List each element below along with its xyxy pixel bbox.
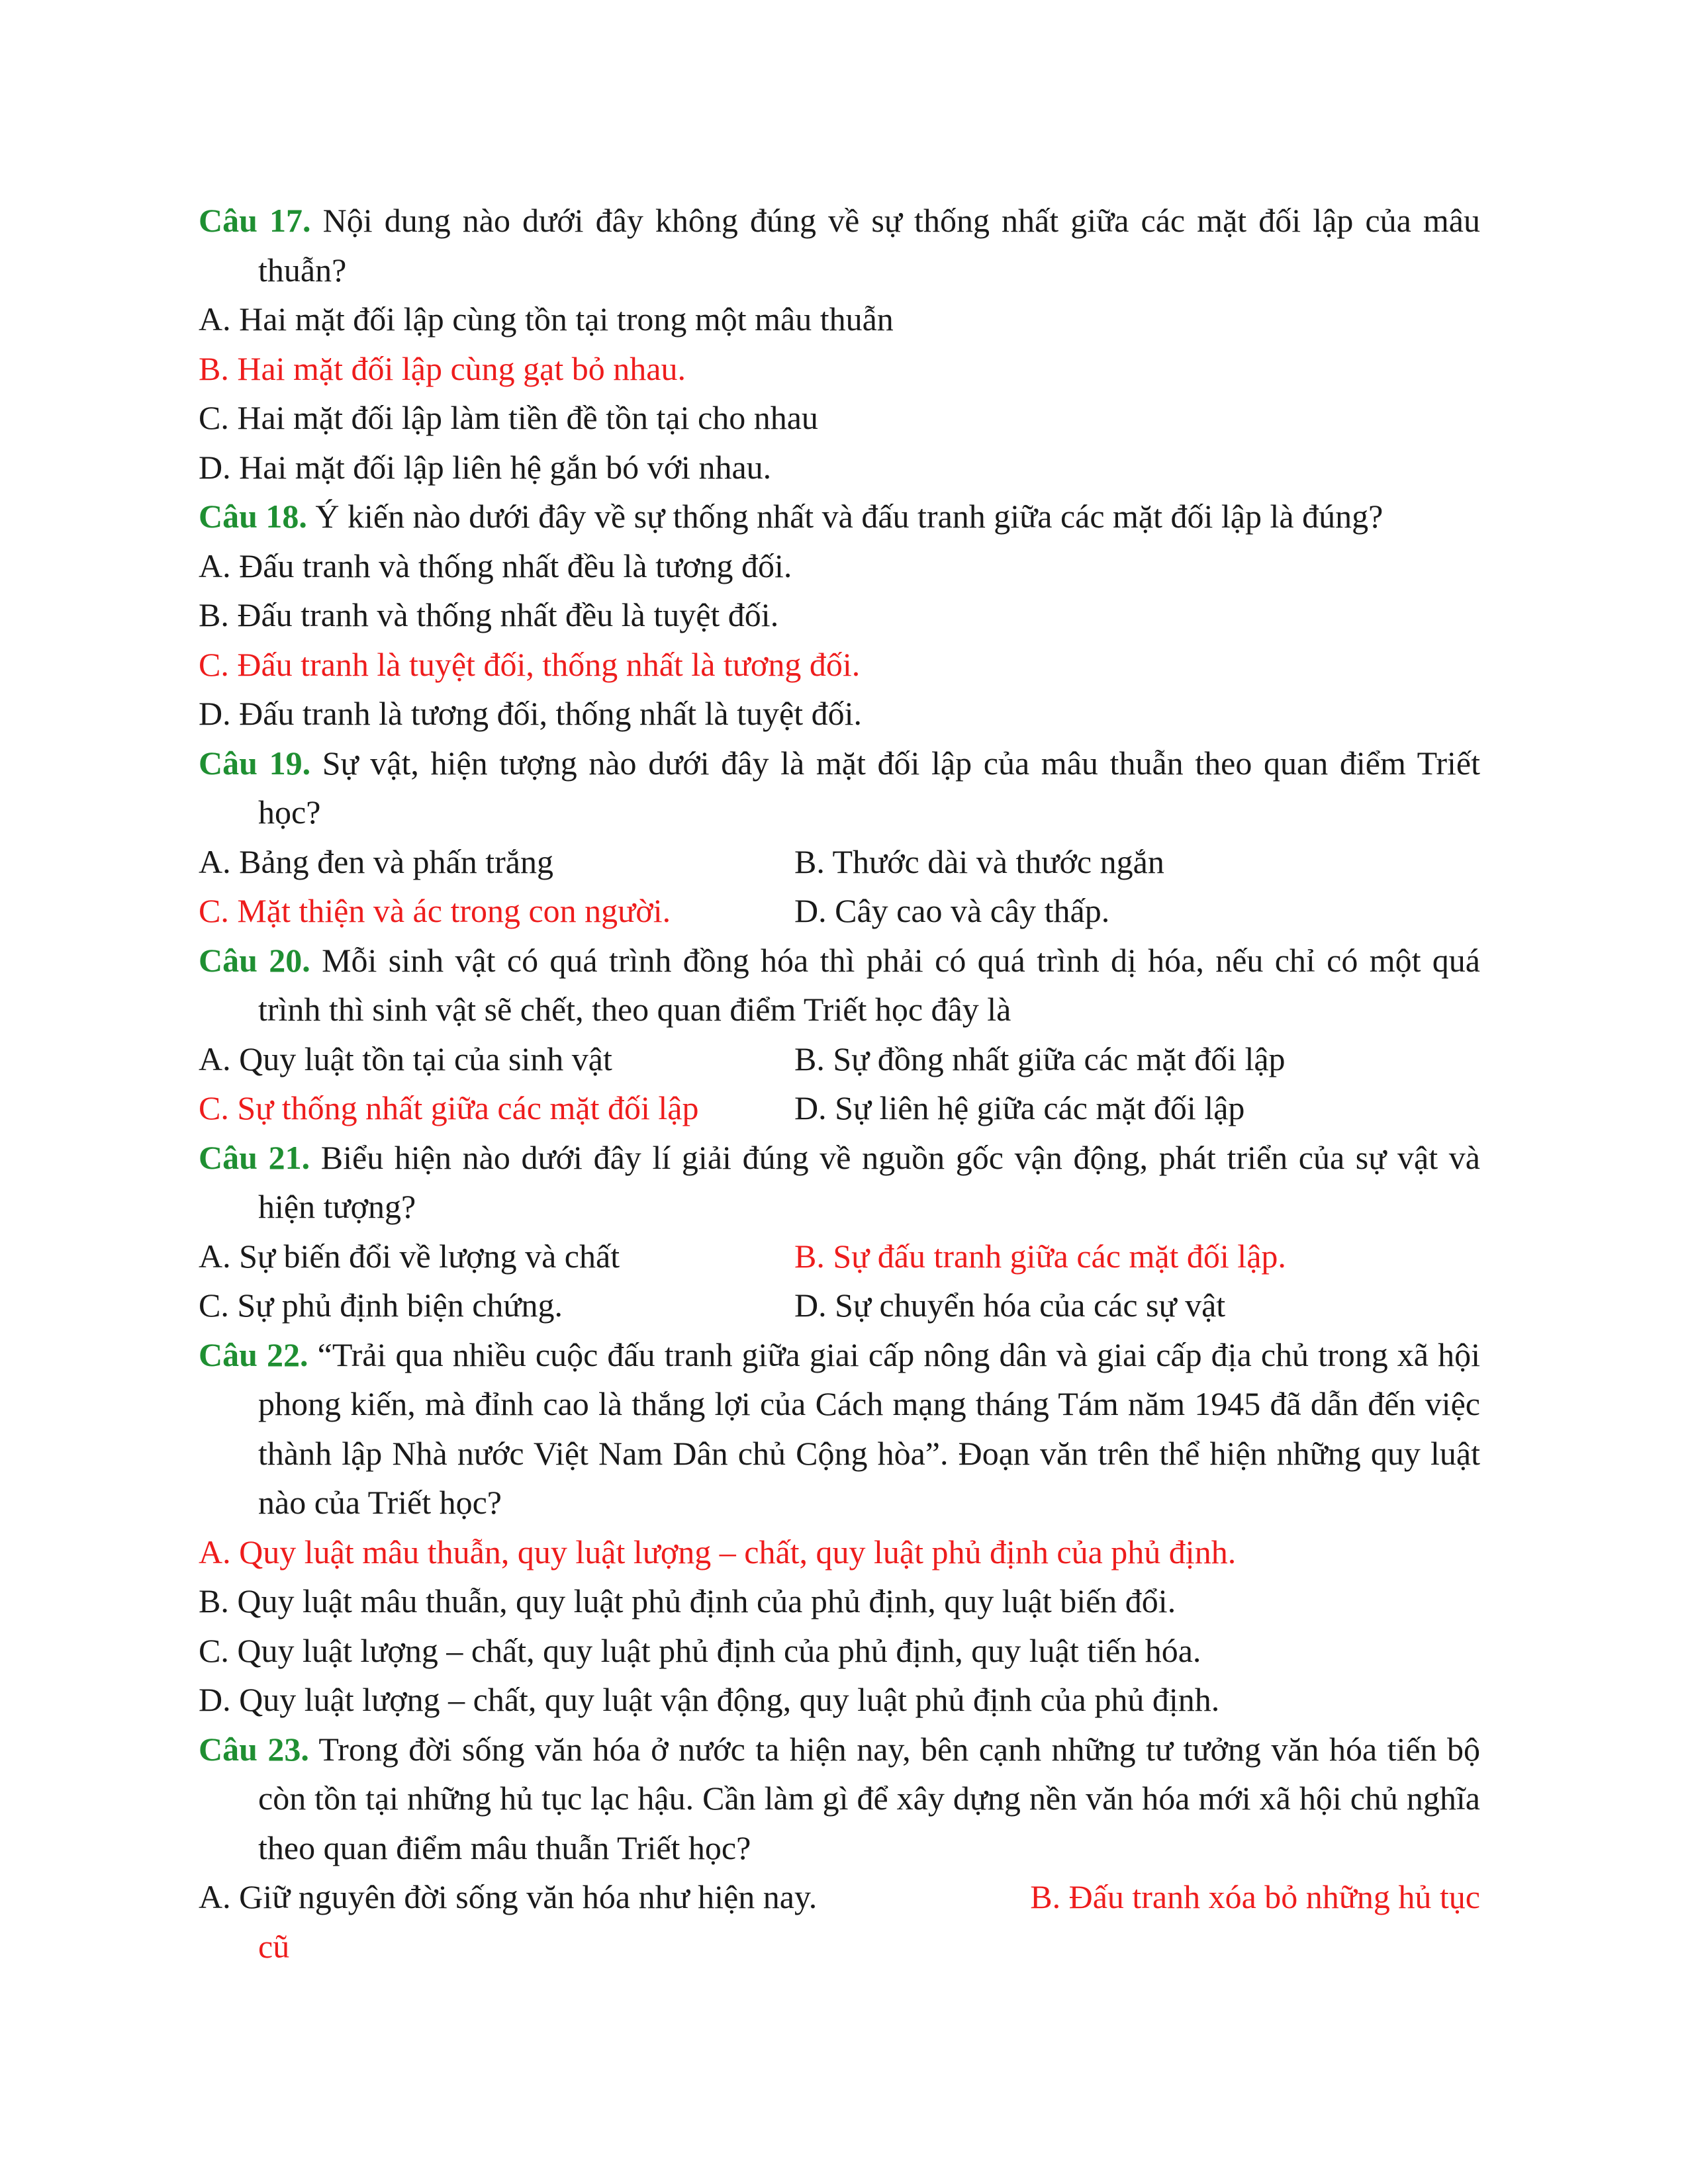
question-list bbox=[199, 196, 1480, 1971]
option-c: C. Hai mặt đối lập làm tiền đề tồn tại cho nhau bbox=[199, 399, 818, 436]
question-18 bbox=[199, 492, 1480, 739]
option-c-correct: C. Mặt thiện và ác trong con người. bbox=[199, 892, 671, 929]
option-c: C. Sự phủ định biện chứng. bbox=[199, 1287, 563, 1324]
options-row bbox=[199, 1281, 1480, 1330]
question-20-stem bbox=[199, 936, 1480, 1034]
option-a: A. Quy luật tồn tại của sinh vật bbox=[199, 1040, 612, 1077]
option-c-correct: C. Đấu tranh là tuyệt đối, thống nhất là tương đối. bbox=[199, 645, 861, 683]
question-17-stem bbox=[199, 196, 1480, 295]
options-row bbox=[199, 1083, 1480, 1133]
question-20 bbox=[199, 936, 1480, 1133]
question-text: Biểu hiện nào dưới đây lí giải đúng về nguồn gốc vận động, phát triển của sự vật và hiện tượng? bbox=[258, 1138, 1480, 1225]
option-a: A. Đấu tranh và thống nhất đều là tương đối. bbox=[199, 547, 792, 584]
question-label: Câu 17. bbox=[199, 202, 311, 239]
options-row bbox=[199, 1232, 1480, 1281]
question-text: Sự vật, hiện tượng nào dưới đây là mặt đối lập của mâu thuẫn theo quan điểm Triết học? bbox=[258, 744, 1481, 831]
question-17 bbox=[199, 196, 1480, 492]
option-a-correct: A. Quy luật mâu thuẫn, quy luật lượng – chất, quy luật phủ định của phủ định. bbox=[199, 1533, 1237, 1570]
question-21 bbox=[199, 1133, 1480, 1330]
question-22 bbox=[199, 1330, 1480, 1725]
question-label: Câu 18. bbox=[199, 498, 307, 535]
options-row bbox=[199, 1034, 1480, 1084]
question-text: Trong đời sống văn hóa ở nước ta hiện nay, bên cạnh những tư tưởng văn hóa tiến bộ còn tồn tại những hủ tục lạc hậu. Cần làm gì để xây dựng nền văn hóa mới xã hội chủ nghĩa theo quan điểm mâu thuẫn Triết học? bbox=[258, 1730, 1481, 1866]
question-label: Câu 22. bbox=[199, 1336, 308, 1373]
option-a: A. Hai mặt đối lập cùng tồn tại trong một mâu thuẫn bbox=[199, 300, 894, 338]
options-row bbox=[199, 1872, 1480, 1922]
option-d: D. Sự chuyển hóa của các sự vật bbox=[794, 1287, 1226, 1324]
question-18-stem bbox=[199, 492, 1480, 541]
option-a: A. Giữ nguyên đời sống văn hóa như hiện nay. bbox=[199, 1878, 818, 1915]
question-text: “Trải qua nhiều cuộc đấu tranh giữa giai cấp nông dân và giai cấp địa chủ trong xã hội phong kiến, mà đỉnh cao là thắng lợi của Cách mạng tháng Tám năm 1945 đã dẫn đến việc thành lập Nhà nước Việt Nam Dân chủ Cộng hòa”. Đoạn văn trên thể hiện những quy luật nào của Triết học? bbox=[258, 1336, 1480, 1521]
option-d: D. Hai mặt đối lập liên hệ gắn bó với nhau. bbox=[199, 448, 772, 486]
option-b-continuation: cũ bbox=[258, 1927, 290, 1965]
question-19 bbox=[199, 739, 1480, 936]
option-b-correct: B. Sự đấu tranh giữa các mặt đối lập. bbox=[794, 1237, 1286, 1275]
question-23 bbox=[199, 1725, 1480, 1972]
option-b-correct: B. Đấu tranh xóa bỏ những hủ tục bbox=[1030, 1878, 1480, 1915]
question-label: Câu 23. bbox=[199, 1730, 309, 1768]
option-c: C. Quy luật lượng – chất, quy luật phủ định của phủ định, quy luật tiến hóa. bbox=[199, 1631, 1201, 1669]
question-label: Câu 19. bbox=[199, 744, 311, 782]
option-b: B. Thước dài và thước ngắn bbox=[794, 842, 1164, 880]
option-b: B. Quy luật mâu thuẫn, quy luật phủ định của phủ định, quy luật biến đổi. bbox=[199, 1582, 1176, 1619]
question-label: Câu 21. bbox=[199, 1138, 310, 1176]
question-19-stem bbox=[199, 739, 1480, 837]
question-text: Nội dung nào dưới đây không đúng về sự thống nhất giữa các mặt đối lập của mâu thuẫn? bbox=[258, 202, 1480, 289]
question-text: Mỗi sinh vật có quá trình đồng hóa thì phải có quá trình dị hóa, nếu chỉ có một quá trình thì sinh vật sẽ chết, theo quan điểm Triết học đây là bbox=[258, 941, 1480, 1028]
option-b-correct: B. Hai mặt đối lập cùng gạt bỏ nhau. bbox=[199, 349, 686, 387]
options-row bbox=[199, 837, 1480, 887]
option-a: A. Sự biến đổi về lượng và chất bbox=[199, 1237, 620, 1275]
question-label: Câu 20. bbox=[199, 941, 310, 979]
options-row bbox=[199, 886, 1480, 936]
option-d: D. Đấu tranh là tương đối, thống nhất là tuyệt đối. bbox=[199, 695, 862, 732]
option-a: A. Bảng đen và phấn trắng bbox=[199, 842, 553, 880]
question-text: Ý kiến nào dưới đây về sự thống nhất và đấu tranh giữa các mặt đối lập là đúng? bbox=[306, 498, 1383, 535]
option-b: B. Đấu tranh và thống nhất đều là tuyệt đối. bbox=[199, 596, 779, 633]
question-23-stem bbox=[199, 1725, 1480, 1873]
option-d: D. Sự liên hệ giữa các mặt đối lập bbox=[794, 1089, 1245, 1126]
option-c-correct: C. Sự thống nhất giữa các mặt đối lập bbox=[199, 1089, 699, 1126]
option-d: D. Quy luật lượng – chất, quy luật vận động, quy luật phủ định của phủ định. bbox=[199, 1681, 1220, 1718]
question-21-stem bbox=[199, 1133, 1480, 1232]
question-22-stem bbox=[199, 1330, 1480, 1527]
option-b: B. Sự đồng nhất giữa các mặt đối lập bbox=[794, 1040, 1286, 1077]
option-d: D. Cây cao và cây thấp. bbox=[794, 892, 1110, 929]
